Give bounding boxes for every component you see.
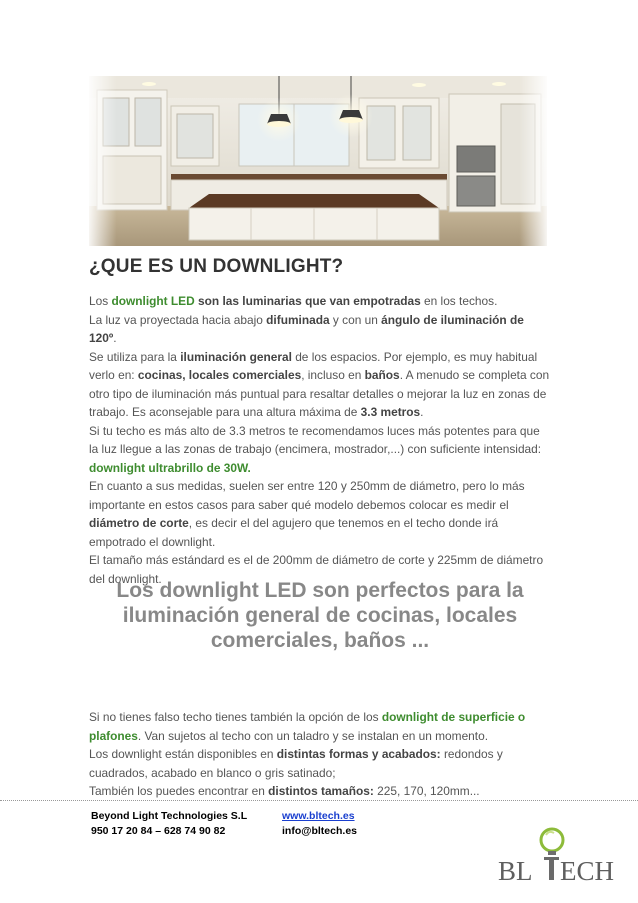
paragraph-usage: Se utiliza para la iluminación general de los espacios. Por ejemplo, es muy habitual verlo en: cocinas, locales comerciales, incluso en baños. A menudo se completa con otro tipo de iluminación más puntual para resaltar detalles o mejorar la luz en zonas de trabajo. Es aconsejable para una altura máxima de 3.3 metros. — [89, 349, 550, 419]
extra-text — [89, 708, 551, 801]
page-title: ¿QUE ES UN DOWNLIGHT? — [89, 256, 344, 277]
footer-phones: 950 17 20 84 – 628 74 90 82 — [91, 825, 226, 837]
footer-website-link[interactable]: www.bltech.es — [282, 810, 355, 822]
logo-text-left: BL — [498, 856, 533, 886]
paragraph-surface: Si no tienes falso techo tienes también la opción de los downlight de superficie o plafones. Van sujetos al techo con un taladro y se instalan en un momento. — [89, 710, 526, 743]
kitchen-photo — [89, 76, 547, 246]
pull-quote: Los downlight LED son perfectos para la iluminación general de cocinas, locales comerciales, baños ... — [116, 579, 524, 652]
bulb-icon — [496, 826, 614, 886]
footer-company: Beyond Light Technologies S.L — [91, 810, 248, 822]
paragraph-height: Si tu techo es más alto de 3.3 metros te recomendamos luces más potentes para que la luz llegue a las zonas de trabajo (encimera, mostrador,...) con suficiente intensidad: downlight ultrabrillo de 30W. — [89, 423, 542, 475]
footer-divider — [0, 800, 638, 801]
paragraph-light: La luz va proyectada hacia abajo difuminada y con un ángulo de iluminación de 120º. — [89, 312, 524, 345]
paragraph-measures: En cuanto a sus medidas, suelen ser entre 120 y 250mm de diámetro, pero lo más importante en estos casos para saber qué modelo debemos colocar es medir el diámetro de corte, es decir el del agujero que tenemos en el techo donde irá empotrado el downlight. — [89, 479, 525, 549]
logo-text-right: ECH — [560, 856, 614, 886]
intro-text — [89, 292, 551, 588]
kitchen-illustration — [89, 76, 547, 246]
footer-email[interactable]: info@bltech.es — [282, 825, 357, 837]
bltech-logo — [496, 826, 614, 886]
paragraph-standard: El tamaño más estándard es el de 200mm de diámetro de corte y 225mm de diámetro del downlight. — [89, 553, 544, 586]
footer-contact-block — [282, 809, 357, 839]
footer-company-block — [91, 809, 247, 839]
paragraph-intro: Los downlight LED son las luminarias que van empotradas en los techos. — [89, 294, 498, 308]
paragraph-shapes: Los downlight están disponibles en distintas formas y acabados: redondos y cuadrados, acabado en blanco o gris satinado; — [89, 747, 503, 780]
paragraph-sizes: También los puedes encontrar en distintos tamaños: 225, 170, 120mm... — [89, 784, 480, 798]
